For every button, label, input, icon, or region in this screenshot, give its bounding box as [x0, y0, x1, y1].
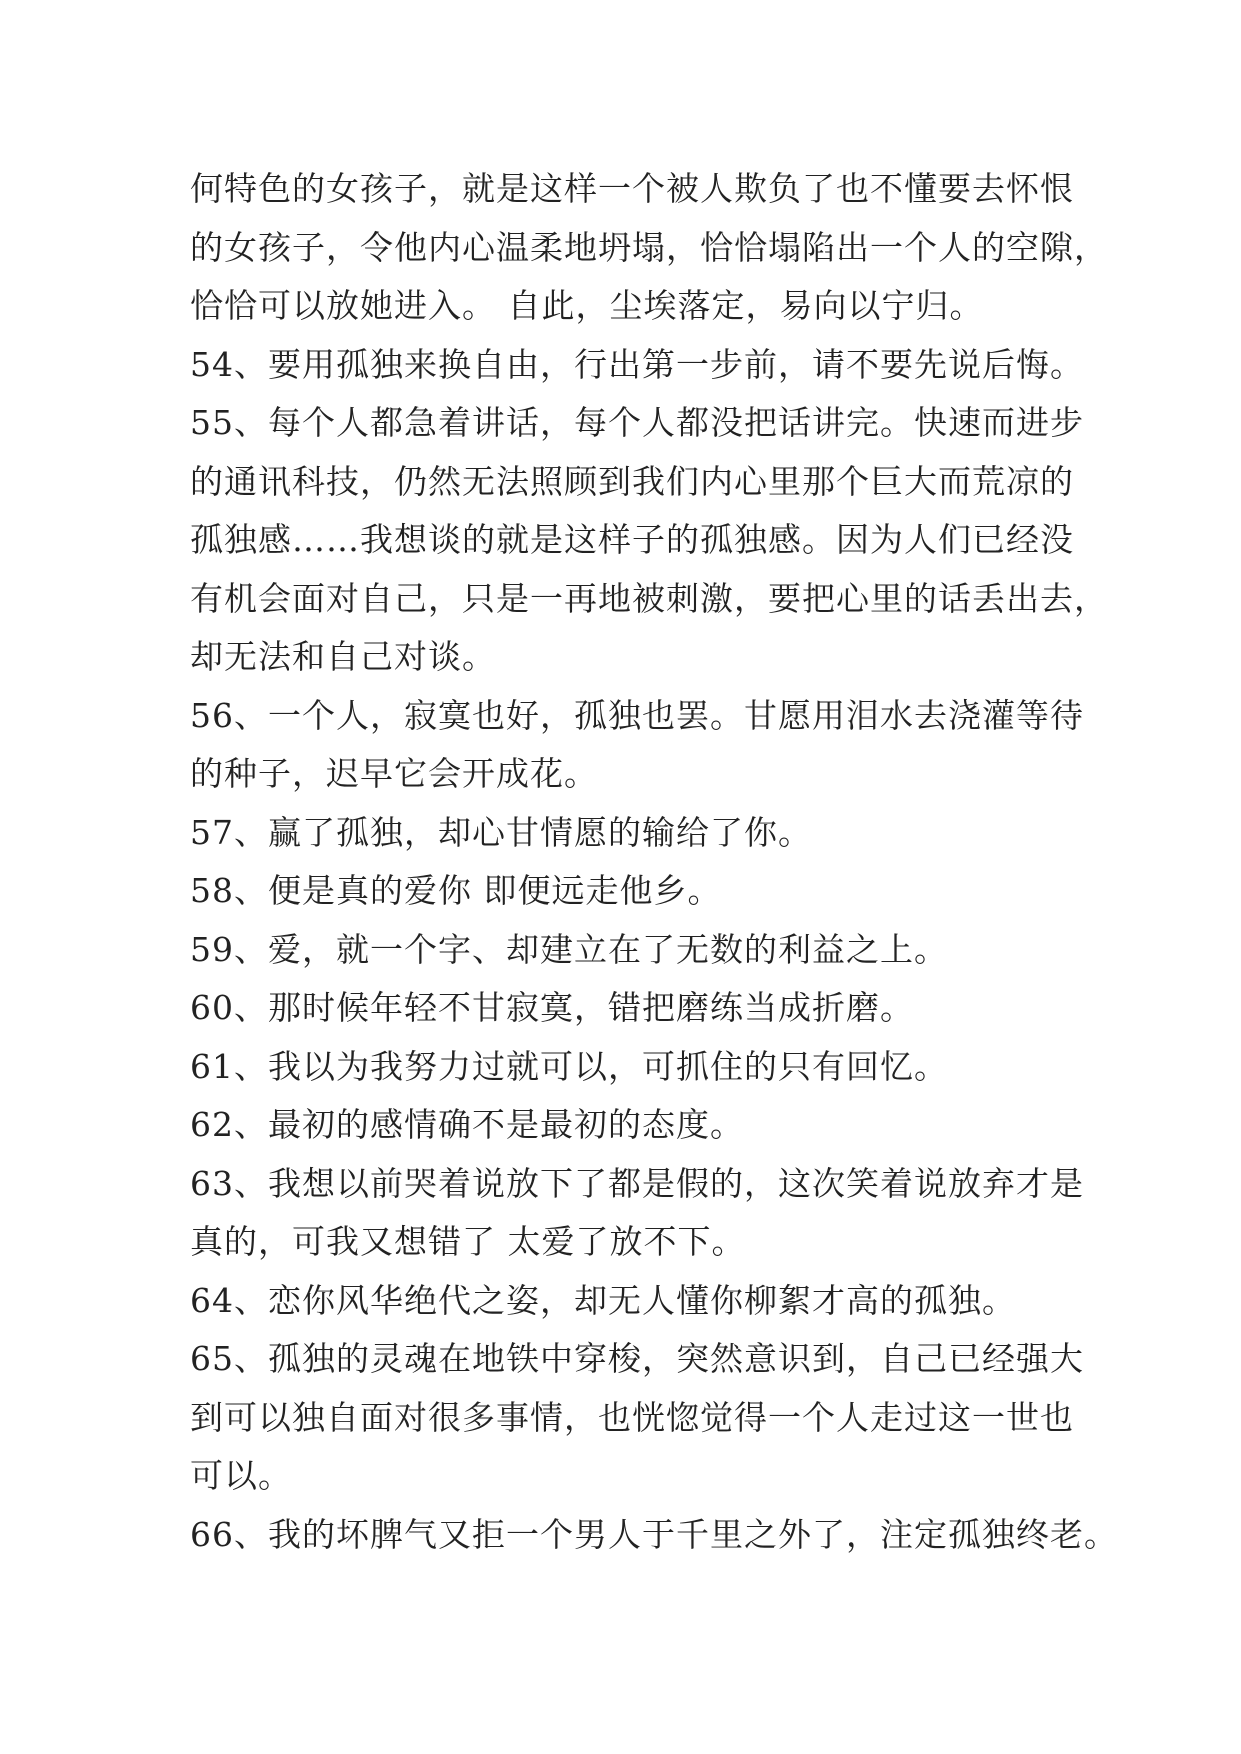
- document-body: [190, 160, 1118, 1564]
- text-line: 却无法和自己对谈。: [190, 637, 496, 676]
- text-line: 有机会面对自己，只是一再地被刺激，要把心里的话丢出去，: [190, 578, 1108, 618]
- text-line: 61、我以为我努力过就可以，可抓住的只有回忆。: [190, 1046, 948, 1086]
- text-line: 何特色的女孩子，就是这样一个被人欺负了也不懂要去怀恨: [190, 169, 1074, 208]
- text-line: 54、要用孤独来换自由，行出第一步前，请不要先说后悔。: [190, 344, 1084, 384]
- text-line: 的女孩子，令他内心温柔地坍塌，恰恰塌陷出一个人的空隙，: [190, 227, 1108, 267]
- text-line: 59、爱，就一个字、却建立在了无数的利益之上。: [190, 929, 948, 969]
- text-line: 60、那时候年轻不甘寂寞，错把磨练当成折磨。: [190, 988, 914, 1027]
- text-line: 64、恋你风华绝代之姿，却无人懂你柳絮才高的孤独。: [190, 1280, 1016, 1320]
- text-line: 56、一个人，寂寞也好，孤独也罢。甘愿用泪水去浇灌等待: [190, 695, 1084, 735]
- text-line: 63、我想以前哭着说放下了都是假的，这次笑着说放弃才是: [190, 1163, 1084, 1203]
- text-line: 55、每个人都急着讲话，每个人都没把话讲完。快速而进步: [190, 403, 1084, 442]
- text-line: 58、便是真的爱你 即便远走他乡。: [190, 871, 722, 910]
- text-line: 的通讯科技，仍然无法照顾到我们内心里那个巨大而荒凉的: [190, 461, 1074, 501]
- text-line: 57、赢了孤独，却心甘情愿的输给了你。: [190, 812, 812, 852]
- text-line: 恰恰可以放她进入。 自此，尘埃落定，易向以宁归。: [190, 286, 984, 325]
- text-line: 66、我的坏脾气又拒一个男人于千里之外了，注定孤独终老。: [190, 1514, 1118, 1554]
- text-line: 真的，可我又想错了 太爱了放不下。: [190, 1222, 746, 1261]
- text-line: 62、最初的感情确不是最初的态度。: [190, 1105, 744, 1144]
- text-line: 孤独感……我想谈的就是这样子的孤独感。因为人们已经没: [190, 520, 1074, 559]
- text-line: 65、孤独的灵魂在地铁中穿梭，突然意识到，自己已经强大: [190, 1339, 1084, 1378]
- text-line: 的种子，迟早它会开成花。: [190, 754, 598, 793]
- text-line: 可以。: [190, 1456, 292, 1495]
- text-line: 到可以独自面对很多事情，也恍惚觉得一个人走过这一世也: [190, 1397, 1074, 1437]
